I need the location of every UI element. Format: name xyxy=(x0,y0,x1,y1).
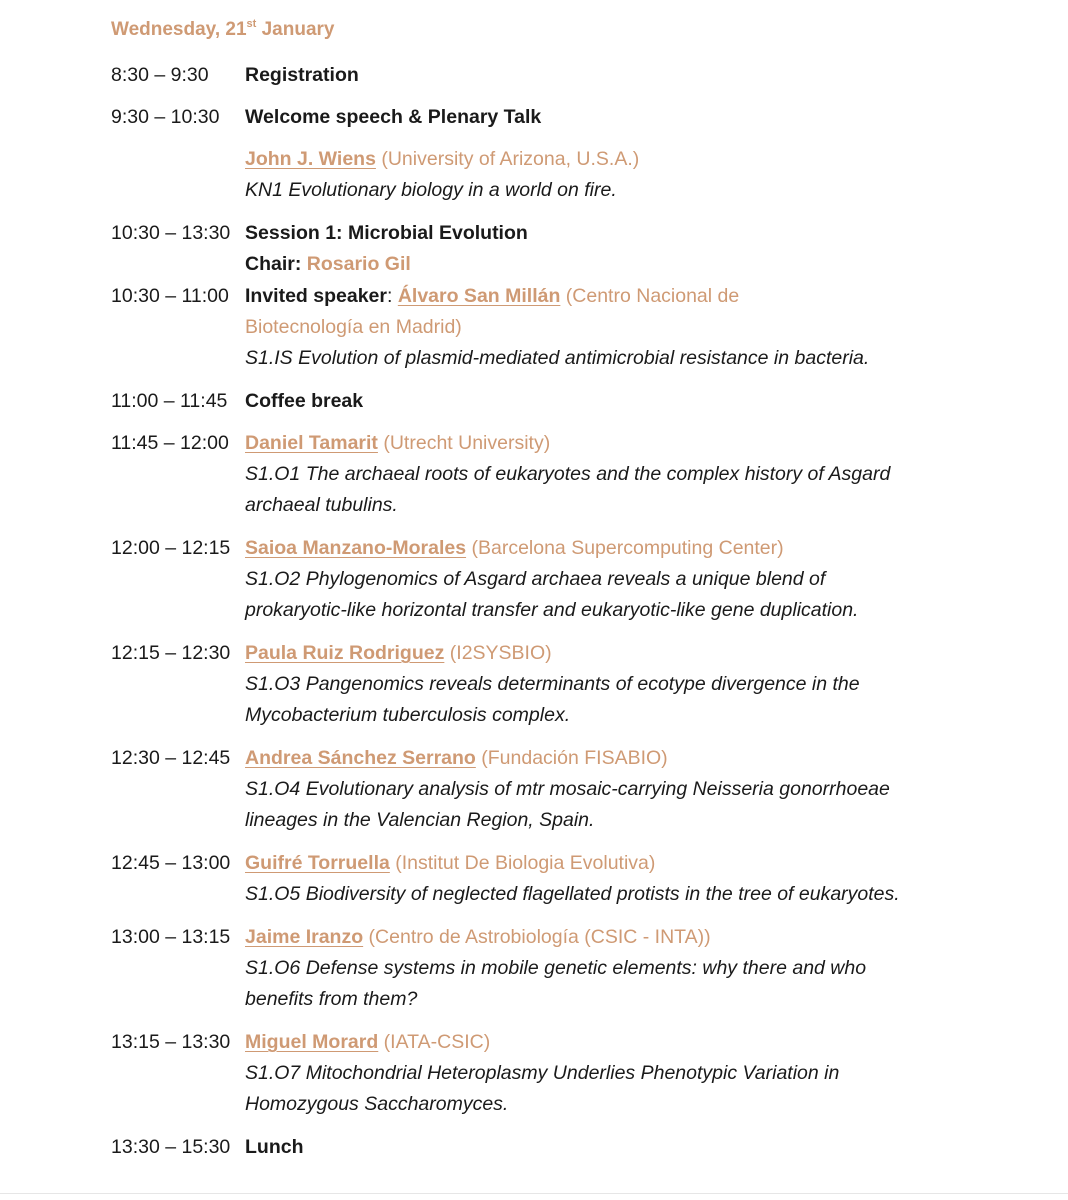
speaker-affiliation: (Institut De Biologia Evolutiva) xyxy=(389,852,656,874)
page-divider xyxy=(0,1193,1068,1194)
speaker-name-link[interactable]: John J. Wiens xyxy=(245,148,376,170)
talk-title: KN1 Evolutionary biology in a world on fire. xyxy=(245,179,617,201)
speaker-line xyxy=(245,922,1045,953)
speaker-affiliation: (Utrecht University) xyxy=(377,432,551,454)
speaker-affiliation: (I2SYSBIO) xyxy=(444,642,552,664)
entry-time: 11:00 – 11:45 xyxy=(111,390,228,412)
speaker-name-link[interactable]: Paula Ruiz Rodriguez xyxy=(245,642,445,664)
speaker-line xyxy=(245,144,1045,175)
entry-time: 12:15 – 12:30 xyxy=(111,642,231,664)
entry-time: 11:45 – 12:00 xyxy=(111,432,229,454)
talk-title: S1.O1 The archaeal roots of eukaryotes and the complex history of Asgard xyxy=(245,463,891,485)
talk-title: S1.O3 Pangenomics reveals determinants of ecotype divergence in the xyxy=(245,673,860,695)
speaker-line xyxy=(245,848,1045,879)
speaker-name-link[interactable]: Andrea Sánchez Serrano xyxy=(245,747,476,769)
entry-time: 8:30 – 9:30 xyxy=(111,64,209,86)
entry-time: 10:30 – 13:30 xyxy=(111,222,231,244)
speaker-line xyxy=(245,533,1045,564)
talk-title: S1.O6 Defense systems in mobile genetic elements: why there and who xyxy=(245,957,867,979)
entry-time: 10:30 – 11:00 xyxy=(111,285,229,307)
entry-title: Lunch xyxy=(245,1136,304,1158)
talk-title-cont: Mycobacterium tuberculosis complex. xyxy=(245,704,571,726)
chair-label: Chair: xyxy=(245,253,307,275)
invited-label: Invited speaker xyxy=(245,285,387,307)
speaker-line xyxy=(245,281,1045,312)
talk-title: S1.IS Evolution of plasmid-mediated antimicrobial resistance in bacteria. xyxy=(245,347,870,369)
speaker-name-link[interactable]: Daniel Tamarit xyxy=(245,432,378,454)
speaker-line xyxy=(245,428,1045,459)
speaker-affiliation: (Centro Nacional de xyxy=(560,285,740,307)
speaker-affiliation: (IATA-CSIC) xyxy=(378,1031,491,1053)
talk-title-cont: archaeal tubulins. xyxy=(245,494,398,516)
entry-time: 12:00 – 12:15 xyxy=(111,537,231,559)
speaker-affiliation: (Barcelona Supercomputing Center) xyxy=(466,537,784,559)
talk-title-cont: lineages in the Valencian Region, Spain. xyxy=(245,809,595,831)
entry-time: 12:30 – 12:45 xyxy=(111,747,231,769)
speaker-line xyxy=(245,1027,1045,1058)
entry-time: 12:45 – 13:00 xyxy=(111,852,231,874)
speaker-name-link[interactable]: Álvaro San Millán xyxy=(397,285,561,307)
talk-title: S1.O7 Mitochondrial Heteroplasmy Underlies Phenotypic Variation in xyxy=(245,1062,840,1084)
entry-title: Welcome speech & Plenary Talk xyxy=(245,106,542,128)
entry-title: Coffee break xyxy=(245,390,364,412)
speaker-affiliation: (University of Arizona, U.S.A.) xyxy=(375,148,640,170)
speaker-affiliation-cont: Biotecnología en Madrid) xyxy=(245,316,462,338)
speaker-line xyxy=(245,638,1045,669)
speaker-name-link[interactable]: Guifré Torruella xyxy=(245,852,390,874)
session-chair xyxy=(245,249,1045,280)
talk-title-cont: benefits from them? xyxy=(245,988,418,1010)
speaker-name-link[interactable]: Saioa Manzano-Morales xyxy=(245,537,467,559)
entry-time: 13:15 – 13:30 xyxy=(111,1031,231,1053)
entry-title: Registration xyxy=(245,64,359,86)
day-header: Wednesday, 21st January xyxy=(111,18,335,40)
label-colon: : xyxy=(386,285,398,307)
talk-title-cont: prokaryotic-like horizontal transfer and eukaryotic-like gene duplication. xyxy=(245,599,859,621)
entry-time: 13:00 – 13:15 xyxy=(111,926,231,948)
session-title: Session 1: Microbial Evolution xyxy=(245,222,528,244)
talk-title: S1.O4 Evolutionary analysis of mtr mosaic-carrying Neisseria gonorrhoeae xyxy=(245,778,890,800)
talk-title: S1.O2 Phylogenomics of Asgard archaea reveals a unique blend of xyxy=(245,568,826,590)
talk-title-cont: Homozygous Saccharomyces. xyxy=(245,1093,509,1115)
speaker-line xyxy=(245,743,1045,774)
speaker-affiliation: (Centro de Astrobiología (CSIC - INTA)) xyxy=(363,926,711,948)
speaker-name-link[interactable]: Jaime Iranzo xyxy=(245,926,364,948)
speaker-name-link[interactable]: Miguel Morard xyxy=(245,1031,379,1053)
entry-time: 9:30 – 10:30 xyxy=(111,106,220,128)
chair-name: Rosario Gil xyxy=(306,253,411,275)
speaker-affiliation: (Fundación FISABIO) xyxy=(475,747,668,769)
entry-time: 13:30 – 15:30 xyxy=(111,1136,231,1158)
talk-title: S1.O5 Biodiversity of neglected flagellated protists in the tree of eukaryotes. xyxy=(245,883,900,905)
